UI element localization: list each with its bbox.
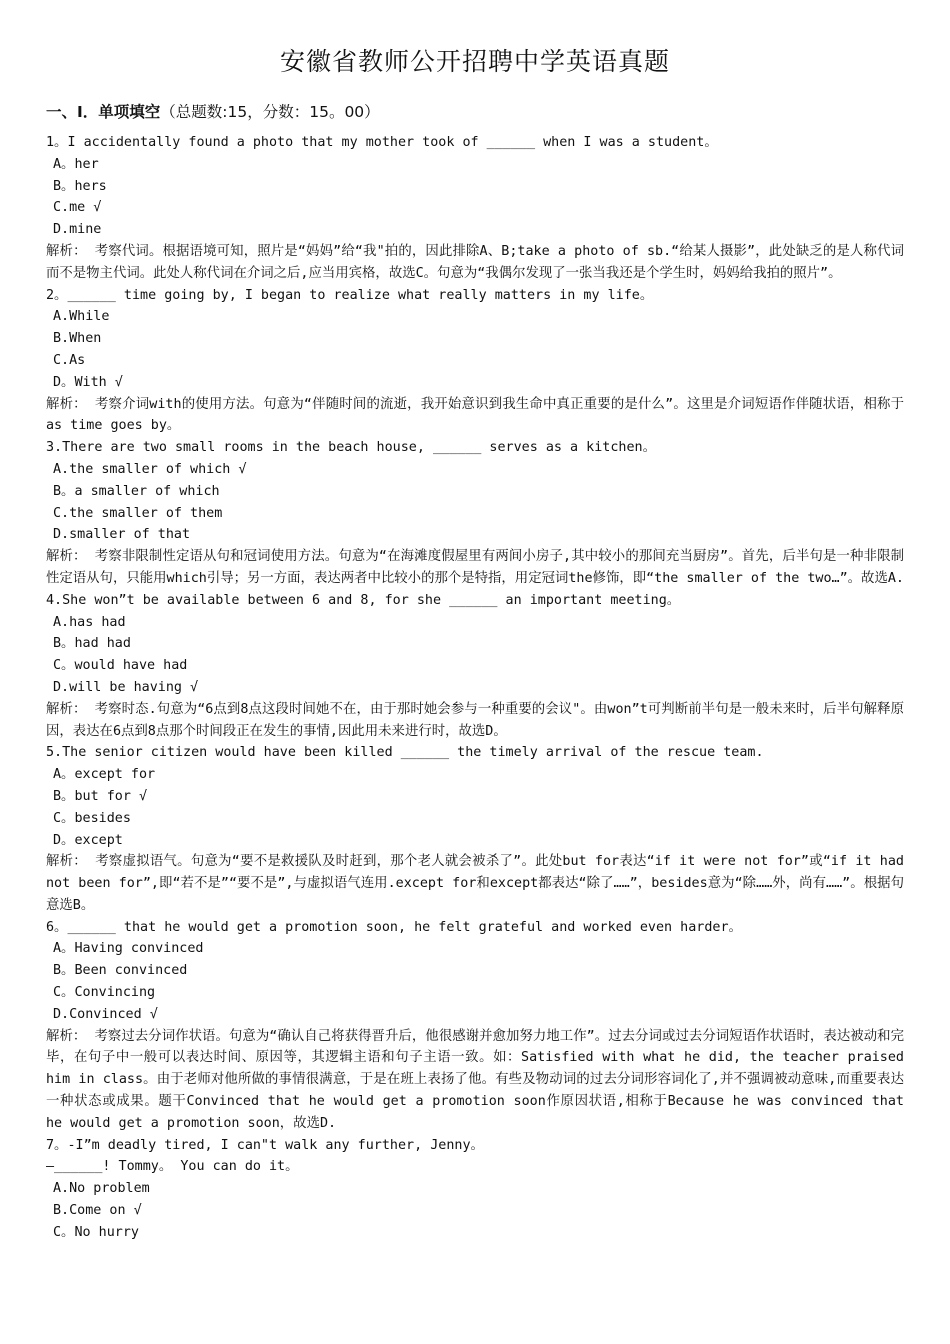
question-analysis: 解析： 考察介词with的使用方法。句意为“伴随时间的流逝，我开始意识到我生命中真正重要的是什么”。这里是介词短语作伴随状语，相称于as time goes by。 bbox=[46, 396, 904, 434]
option-b: B.Come on √ bbox=[53, 1203, 142, 1219]
option-b: B。had had bbox=[53, 636, 131, 652]
option-a: A。her bbox=[53, 156, 99, 172]
question-stem: 4.She won”t be available between 6 and 8, for she ______ an important meeting。 bbox=[46, 592, 681, 608]
option-d: D.mine bbox=[53, 222, 102, 238]
page-title: 安徽省教师公开招聘中学英语真题 bbox=[279, 47, 670, 76]
question-7 bbox=[46, 1135, 904, 1244]
question-2 bbox=[46, 285, 904, 438]
option-d: D.Convinced √ bbox=[53, 1006, 158, 1022]
question-stem: 6。______ that he would get a promotion soon, he felt grateful and worked even harder。 bbox=[46, 919, 742, 935]
option-c: C.As bbox=[53, 352, 86, 368]
option-c: C。No hurry bbox=[53, 1224, 139, 1240]
option-a: A。Having convinced bbox=[53, 941, 204, 957]
option-c: C.the smaller of them bbox=[53, 505, 223, 521]
question-stem: 2。______ time going by, I began to realize what really matters in my life。 bbox=[46, 287, 654, 303]
section-score: （总题数:15，分数：15。00） bbox=[160, 103, 380, 121]
option-b: B。hers bbox=[53, 178, 107, 194]
option-b: B。Been convinced bbox=[53, 963, 188, 979]
question-stem: 5.The senior citizen would have been killed ______ the timely arrival of the rescue team. bbox=[46, 745, 764, 761]
option-c: C。would have had bbox=[53, 658, 188, 674]
question-analysis: 解析： 考察时态.句意为“6点到8点这段时间她不在，由于那时她会参与一种重要的会议"。由won”t可判断前半句是一般未来时，后半句解释原因，表达在6点到8点那个时间段正在发生的事情,因此用未来进行时，故选D。 bbox=[46, 701, 904, 739]
question-stem-reply: —______! Tommy。 You can do it。 bbox=[46, 1159, 299, 1175]
option-d: D。except bbox=[53, 832, 123, 848]
option-a: A.the smaller of which √ bbox=[53, 461, 247, 477]
question-3 bbox=[46, 437, 904, 590]
question-stem: 1。I accidentally found a photo that my mother took of ______ when I was a student。 bbox=[46, 135, 718, 150]
option-c: C。Convincing bbox=[53, 985, 156, 1001]
question-analysis: 解析： 考察代词。根据语境可知，照片是“妈妈”给“我"拍的，因此排除A、B;take a photo of sb.“给某人摄影”，此处缺乏的是人称代词而不是物主代词。此处人称代词在介词之后,应当用宾格，故选C。句意为“我偶尔发现了一张当我还是个学生时，妈妈给我拍的照片”。 bbox=[46, 243, 904, 281]
option-b: B.When bbox=[53, 331, 102, 347]
question-analysis: 解析： 考察虚拟语气。句意为“要不是救援队及时赶到，那个老人就会被杀了”。此处but for表达“if it were not for”或“if it had not been for”,即“若不是”“要不是”,与虚拟语气连用.except for和except都表达“除了……”，besides意为“除……外，尚有……”。根据句意选B。 bbox=[46, 854, 904, 913]
section-title: 一、Ⅰ．单项填空 bbox=[46, 103, 161, 121]
option-a: A.No problem bbox=[53, 1181, 150, 1197]
question-analysis: 解析： 考察过去分词作状语。句意为“确认自己将获得晋升后，他很感谢并愈加努力地工作”。过去分词或过去分词短语作状语时，表达被动和完毕，在句子中一般可以表达时间、原因等，其逻辑主语和句子主语一致。如：Satisfied with what he did, the teacher praised him in class。由于老师对他所做的事情很满意，于是在班上表扬了他。有些及物动词的过去分词形容词化了,并不强调被动意味,而重要表达一种状态或成果。题干Convinced that he would get a promotion soon作原因状语,相称于Because he was convinced that he would get a promotion soon，故选D. bbox=[46, 1028, 904, 1131]
option-d: D.will be having √ bbox=[53, 679, 199, 695]
section-heading bbox=[46, 100, 904, 124]
option-d: D。With √ bbox=[53, 374, 123, 390]
option-d: D.smaller of that bbox=[53, 527, 191, 543]
option-a: A.While bbox=[53, 309, 110, 325]
option-b: B。a smaller of which bbox=[53, 483, 220, 499]
option-b: B。but for √ bbox=[53, 788, 148, 804]
question-analysis: 解析： 考察非限制性定语从句和冠词使用方法。句意为“在海滩度假屋里有两间小房子,其中较小的那间充当厨房”。首先，后半句是一种非限制性定语从句，只能用which引导；另一方面，表达两者中比较小的那个是特指，用定冠词the修饰，即“the smaller of the two…”。故选A. bbox=[46, 549, 904, 586]
option-c: C.me √ bbox=[53, 200, 102, 216]
question-1 bbox=[46, 132, 904, 285]
option-a: A.has had bbox=[53, 614, 126, 630]
question-4 bbox=[46, 590, 904, 743]
option-a: A。except for bbox=[53, 767, 156, 783]
question-stem: 7。-I”m deadly tired, I can"t walk any further, Jenny。 bbox=[46, 1137, 484, 1153]
option-c: C。besides bbox=[53, 810, 131, 826]
question-stem: 3.There are two small rooms in the beach house, ______ serves as a kitchen。 bbox=[46, 440, 656, 456]
question-5 bbox=[46, 742, 904, 916]
question-6 bbox=[46, 917, 904, 1135]
